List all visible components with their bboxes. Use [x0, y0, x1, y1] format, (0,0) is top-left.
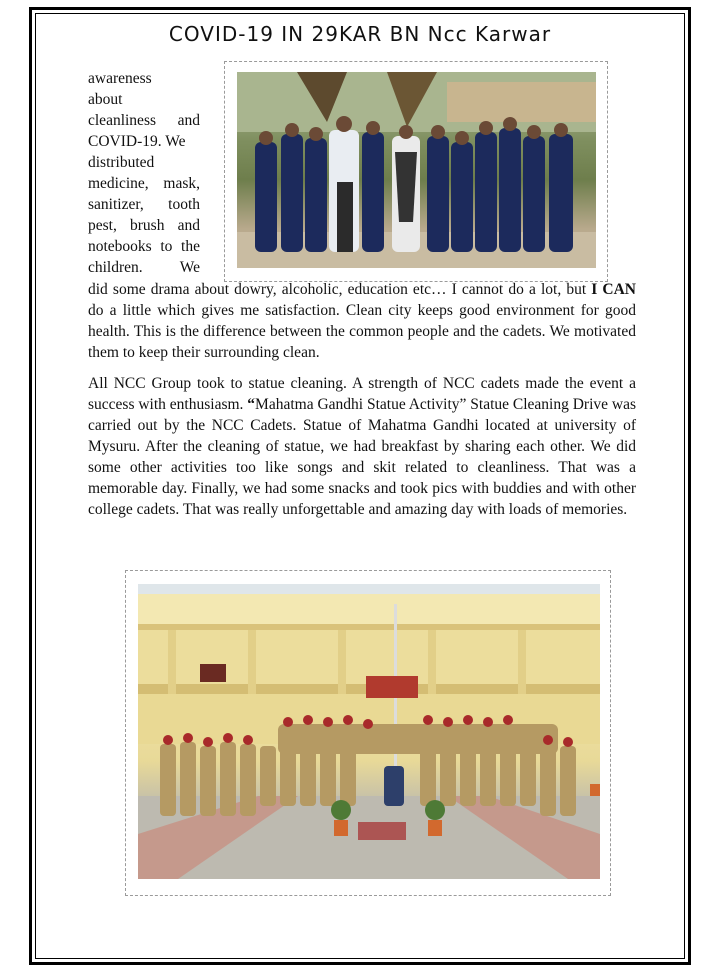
- column-line: distributed: [88, 154, 155, 171]
- paragraph-1-text-b: do a little which gives me satisfaction. Clean city keeps good environment for good health. This is the difference between the common people and the cadets. We motivated them to keep their surrounding clean.: [88, 302, 636, 361]
- photo-frame-2: [125, 570, 611, 896]
- ncc-cadets-group-photo: [138, 584, 600, 879]
- paragraph-1: [88, 279, 636, 363]
- cadets-group-photo-outdoor: [237, 72, 596, 268]
- column-line: about: [88, 91, 123, 108]
- left-text-column: [88, 68, 200, 278]
- column-line: cleanliness and: [88, 112, 200, 129]
- column-line: awareness: [88, 70, 152, 87]
- page-border: [29, 7, 691, 965]
- column-line: children. We: [88, 259, 200, 276]
- paragraph-2-bold-quote: “: [247, 396, 256, 413]
- paragraph-2-text-b: Mahatma Gandhi Statue Activity” Statue Cleaning Drive was carried out by the NCC Cadets. Statue of Mahatma Gandhi located at university of Mysuru. After the cleaning of statue, we had breakfast by sharing each other. We did some other activities too like songs and skit related to cleanliness. That was a memorable day. Finally, we had some snacks and took pics with buddies and with other college cadets. That was really unforgettable and amazing day with loads of memories.: [88, 396, 637, 518]
- paragraph-1-text-a: did some drama about dowry, alcoholic, education etc… I cannot do a lot, but: [88, 281, 592, 298]
- photo1-illustration: [237, 72, 596, 268]
- paragraph-2-text-a: All NCC Group took to statue cleaning. A strength of NCC cadets made the event a success with enthusiasm.: [88, 375, 636, 413]
- photo2-illustration: [138, 584, 600, 879]
- column-line: sanitizer, tooth: [88, 196, 200, 213]
- column-line: pest, brush and: [88, 217, 200, 234]
- column-line: notebooks to the: [88, 238, 200, 255]
- paragraph-2: [88, 373, 636, 520]
- paragraph-1-bold: I CAN: [591, 281, 636, 298]
- page-title: COVID-19 IN 29KAR BN Ncc Karwar: [168, 22, 552, 46]
- column-line: medicine, mask,: [88, 175, 200, 192]
- photo-frame-1: [224, 61, 608, 282]
- column-line: COVID-19. We: [88, 133, 186, 150]
